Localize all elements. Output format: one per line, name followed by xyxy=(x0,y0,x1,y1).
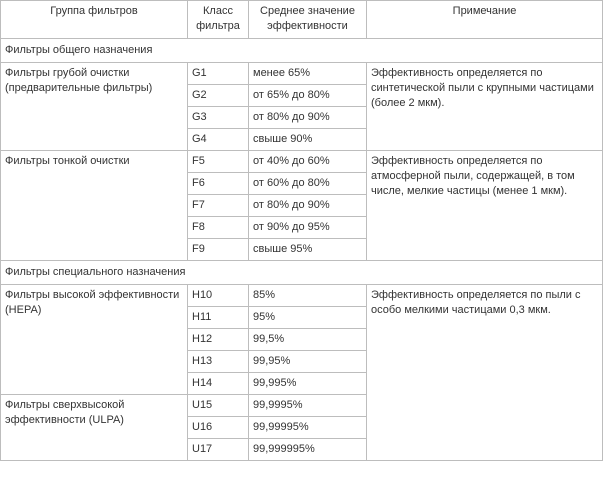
class-cell: G2 xyxy=(188,85,249,107)
class-cell: H13 xyxy=(188,351,249,373)
efficiency-cell: от 80% до 90% xyxy=(249,107,367,129)
group-hepa-name: Фильтры высокой эффективности (HEPA) xyxy=(1,285,188,395)
efficiency-cell: от 80% до 90% xyxy=(249,195,367,217)
class-cell: H14 xyxy=(188,373,249,395)
section-row xyxy=(1,261,603,285)
group-fine-note: Эффективность определяется по атмосферной пыли, содержащей, в том числе, мелкие частицы (менее 1 мкм). xyxy=(367,151,603,261)
efficiency-cell: от 65% до 80% xyxy=(249,85,367,107)
group-coarse-name: Фильтры грубой очистки (предварительные фильтры) xyxy=(1,63,188,151)
header-efficiency: Среднее значение эффективности xyxy=(249,1,367,39)
section-general: Фильтры общего назначения xyxy=(1,39,603,63)
group-coarse-note: Эффективность определяется по синтетической пыли с крупными частицами (более 2 мкм). xyxy=(367,63,603,151)
efficiency-cell: 95% xyxy=(249,307,367,329)
class-cell: F7 xyxy=(188,195,249,217)
efficiency-cell: свыше 90% xyxy=(249,129,367,151)
group-ulpa-name: Фильтры сверхвысокой эффективности (ULPA) xyxy=(1,395,188,461)
class-cell: F8 xyxy=(188,217,249,239)
section-special: Фильтры специального назначения xyxy=(1,261,603,285)
class-cell: F5 xyxy=(188,151,249,173)
header-class: Класс фильтра xyxy=(188,1,249,39)
class-cell: F6 xyxy=(188,173,249,195)
class-cell: G1 xyxy=(188,63,249,85)
class-cell: U15 xyxy=(188,395,249,417)
efficiency-cell: менее 65% xyxy=(249,63,367,85)
table-row xyxy=(1,63,603,85)
class-cell: F9 xyxy=(188,239,249,261)
group-hepa-note: Эффективность определяется по пыли с особо мелкими частицами 0,3 мкм. xyxy=(367,285,603,461)
efficiency-cell: 99,5% xyxy=(249,329,367,351)
efficiency-cell: 99,99995% xyxy=(249,417,367,439)
table-row xyxy=(1,151,603,173)
efficiency-cell: свыше 95% xyxy=(249,239,367,261)
class-cell: H12 xyxy=(188,329,249,351)
class-cell: U17 xyxy=(188,439,249,461)
class-cell: U16 xyxy=(188,417,249,439)
efficiency-cell: от 40% до 60% xyxy=(249,151,367,173)
class-cell: H10 xyxy=(188,285,249,307)
table-row xyxy=(1,285,603,307)
efficiency-cell: 99,995% xyxy=(249,373,367,395)
class-cell: H11 xyxy=(188,307,249,329)
efficiency-cell: 99,9995% xyxy=(249,395,367,417)
class-cell: G4 xyxy=(188,129,249,151)
section-row xyxy=(1,39,603,63)
efficiency-cell: 99,95% xyxy=(249,351,367,373)
efficiency-cell: от 60% до 80% xyxy=(249,173,367,195)
class-cell: G3 xyxy=(188,107,249,129)
efficiency-cell: 99,999995% xyxy=(249,439,367,461)
efficiency-cell: от 90% до 95% xyxy=(249,217,367,239)
efficiency-cell: 85% xyxy=(249,285,367,307)
header-note: Примечание xyxy=(367,1,603,39)
header-group: Группа фильтров xyxy=(1,1,188,39)
group-fine-name: Фильтры тонкой очистки xyxy=(1,151,188,261)
header-row xyxy=(1,1,603,39)
